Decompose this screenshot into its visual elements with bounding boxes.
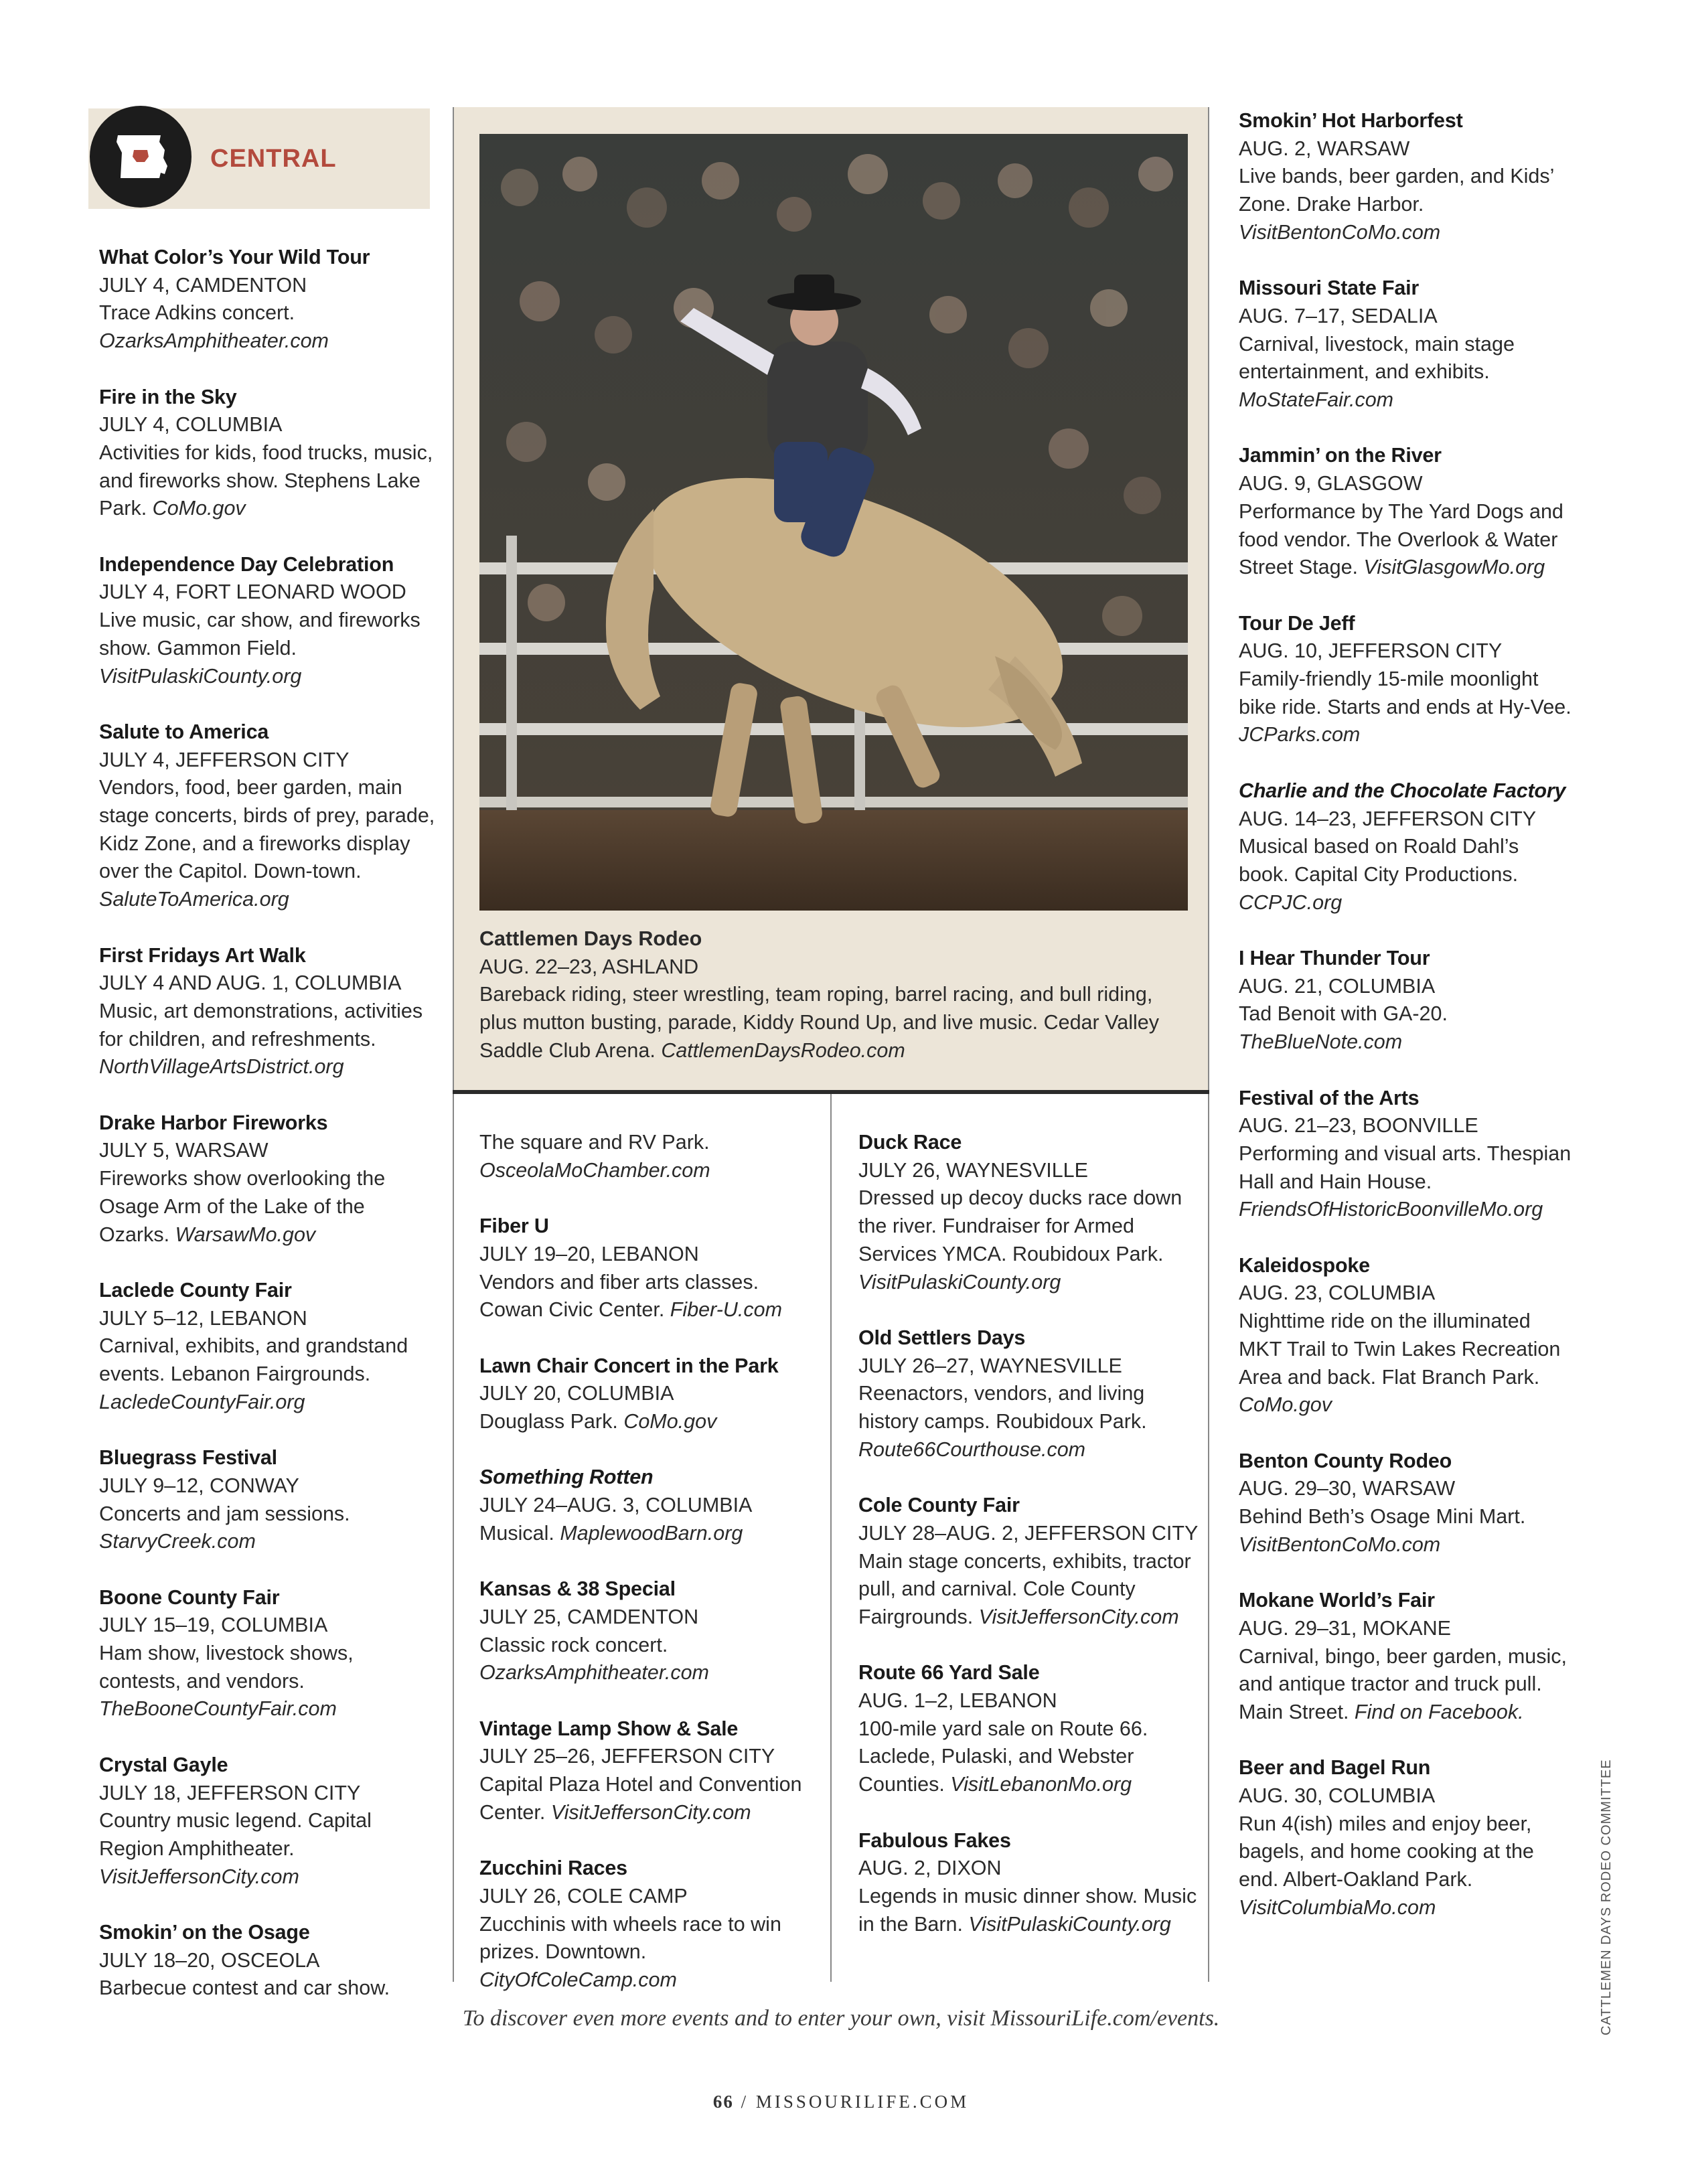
event-item — [99, 1277, 437, 1417]
rodeo-photo — [479, 134, 1188, 911]
event-website-link[interactable]: VisitBentonCoMo.com — [1239, 1533, 1441, 1556]
event-date: AUG. 29–30, WARSAW — [1239, 1477, 1456, 1500]
event-date: JULY 26–27, WAYNESVILLE — [858, 1354, 1122, 1377]
event-item — [479, 1213, 821, 1324]
event-title: Something Rotten — [479, 1466, 654, 1489]
events-column-1 — [99, 244, 437, 2031]
event-details — [1239, 833, 1574, 917]
event-title: Independence Day Celebration — [99, 552, 394, 576]
event-details — [858, 1184, 1200, 1296]
event-website-link[interactable]: CCPJC.org — [1239, 890, 1343, 914]
event-website-link[interactable]: CoMo.gov — [623, 1410, 717, 1433]
event-item — [858, 1659, 1200, 1799]
event-description: Vendors and fiber arts classes. Cowan Civic Center. — [479, 1270, 759, 1322]
event-website-link[interactable]: CoMo.gov — [1239, 1393, 1332, 1417]
caption-desc: Bareback riding, steer wrestling, team roping, barrel racing, and bull riding, plus mutton busting, parade, Kiddy Round Up, and live music. Cedar Valley Saddle Club Arena. — [479, 983, 1159, 1062]
column-divider — [830, 1091, 832, 1982]
event-website-link[interactable]: LacledeCountyFair.org — [99, 1390, 305, 1413]
event-details — [99, 774, 437, 914]
event-item — [858, 1324, 1200, 1464]
event-title: Smokin’ Hot Harborfest — [1239, 109, 1463, 132]
event-date: AUG. 29–31, MOKANE — [1239, 1616, 1451, 1640]
event-description: The square and RV Park. — [479, 1131, 710, 1154]
event-description: Capital Plaza Hotel and Convention Center. — [479, 1773, 802, 1824]
event-website-link[interactable]: VisitPulaskiCounty.org — [858, 1270, 1061, 1294]
event-item — [1239, 442, 1574, 582]
event-item — [858, 1129, 1200, 1296]
event-website-link[interactable]: CityOfColeCamp.com — [479, 1968, 677, 1991]
photo-caption — [479, 925, 1189, 1065]
missouri-map-icon — [90, 106, 192, 208]
event-item — [1239, 1587, 1574, 1727]
event-description: Fireworks show overlooking the Osage Arm of the Lake of the Ozarks. — [99, 1167, 386, 1246]
event-description: Reenactors, vendors, and living history camps. Roubidoux Park. — [858, 1382, 1147, 1433]
event-details — [858, 1883, 1200, 1938]
event-date: JULY 4 AND AUG. 1, COLUMBIA — [99, 971, 402, 995]
event-date: JULY 18, JEFFERSON CITY — [99, 1781, 361, 1804]
event-website-link[interactable]: VisitPulaskiCounty.org — [968, 1912, 1171, 1936]
event-website-link[interactable]: TheBlueNote.com — [1239, 1030, 1403, 1054]
event-description: Carnival, bingo, beer garden, music, and antique tractor and truck pull. Main Street. — [1239, 1644, 1567, 1723]
event-details — [99, 1974, 437, 2003]
event-date: JULY 5, WARSAW — [99, 1139, 269, 1162]
region-header — [88, 108, 430, 209]
event-item — [99, 1109, 437, 1249]
event-continued — [479, 1129, 821, 1184]
event-date: AUG. 30, COLUMBIA — [1239, 1784, 1436, 1808]
event-date: JULY 19–20, LEBANON — [479, 1242, 699, 1265]
event-details — [479, 1408, 821, 1436]
event-description: Family-friendly 15-mile moonlight bike ride. Starts and ends at Hy-Vee. — [1239, 668, 1572, 718]
event-item — [1239, 1754, 1574, 1922]
event-date: JULY 28–AUG. 2, JEFFERSON CITY — [858, 1521, 1199, 1545]
column-divider — [1208, 107, 1209, 1982]
event-website-link[interactable]: VisitColumbiaMo.com — [1239, 1895, 1436, 1919]
event-details — [479, 1632, 821, 1687]
event-item — [99, 1584, 437, 1724]
event-item — [99, 244, 437, 356]
event-date: JULY 25–26, JEFFERSON CITY — [479, 1745, 775, 1768]
event-details — [858, 1380, 1200, 1464]
event-item — [1239, 1448, 1574, 1559]
event-details — [1239, 1503, 1574, 1559]
event-date: AUG. 2, WARSAW — [1239, 137, 1410, 160]
panel-bottom-rule — [453, 1090, 1209, 1094]
event-details — [99, 439, 437, 523]
event-description: Carnival, exhibits, and grandstand events. Lebanon Fairgrounds. — [99, 1334, 408, 1386]
events-column-4 — [1239, 107, 1574, 1950]
caption-date: AUG. 22–23, ASHLAND — [479, 955, 699, 978]
event-website-link[interactable]: VisitGlasgowMo.org — [1363, 556, 1545, 579]
event-description: Main stage concerts, exhibits, tractor pull, and carnival. Cole County Fairgrounds. — [858, 1549, 1191, 1628]
event-details — [1239, 1308, 1574, 1419]
event-description: Musical. — [479, 1521, 554, 1545]
event-details — [1239, 1140, 1574, 1224]
event-date: AUG. 7–17, SEDALIA — [1239, 304, 1438, 327]
photo-credit: CATTLEMEN DAYS RODEO COMMITTEE — [1599, 1759, 1614, 2035]
event-item — [1239, 777, 1574, 917]
event-description: Concerts and jam sessions. — [99, 1502, 350, 1525]
event-details — [1239, 1643, 1574, 1727]
page-site: / MISSOURILIFE.COM — [741, 2092, 970, 2112]
events-column-2 — [479, 1129, 821, 2022]
event-title: Old Settlers Days — [858, 1326, 1026, 1349]
event-item — [1239, 107, 1574, 247]
event-title: Smokin’ on the Osage — [99, 1921, 310, 1944]
event-item — [858, 1827, 1200, 1939]
event-date: AUG. 9, GLASGOW — [1239, 472, 1423, 495]
event-title: Salute to America — [99, 720, 269, 743]
event-description: Nighttime ride on the illuminated MKT Trail to Twin Lakes Recreation Area and back. Flat Branch Park. — [1239, 1310, 1561, 1389]
event-website-link[interactable]: VisitPulaskiCounty.org — [99, 664, 302, 688]
event-website-link[interactable]: WarsawMo.gov — [175, 1223, 316, 1246]
event-details — [99, 607, 437, 690]
event-details — [99, 1165, 437, 1249]
event-title: Beer and Bagel Run — [1239, 1756, 1431, 1780]
event-website-link[interactable]: JCParks.com — [1239, 723, 1361, 747]
event-description: Trace Adkins concert. — [99, 301, 295, 325]
event-title: Missouri State Fair — [1239, 277, 1420, 300]
event-title: Bluegrass Festival — [99, 1446, 277, 1470]
event-website-link[interactable]: MoStateFair.com — [1239, 388, 1394, 412]
event-description: Performing and visual arts. Thespian Hall and Hain House. — [1239, 1142, 1572, 1193]
event-title: Tour De Jeff — [1239, 611, 1355, 635]
event-website-link[interactable]: SaluteToAmerica.org — [99, 888, 289, 911]
event-details — [1239, 163, 1574, 246]
event-date: JULY 4, FORT LEONARD WOOD — [99, 580, 406, 604]
page-number: 66 — [712, 2092, 734, 2112]
event-item — [99, 1919, 437, 2003]
event-title: Charlie and the Chocolate Factory — [1239, 779, 1566, 802]
event-website-link[interactable]: VisitBentonCoMo.com — [1239, 220, 1441, 244]
event-website-link[interactable]: OzarksAmphitheater.com — [99, 329, 329, 353]
event-description: Run 4(ish) miles and enjoy beer, bagels, and home cooking at the end. Albert-Oakland Park. — [1239, 1812, 1534, 1891]
event-details — [1239, 666, 1574, 749]
event-date: JULY 9–12, CONWAY — [99, 1474, 299, 1497]
event-title: Benton County Rodeo — [1239, 1449, 1452, 1472]
event-title: Vintage Lamp Show & Sale — [479, 1717, 739, 1740]
caption-website-link[interactable]: CattlemenDaysRodeo.com — [661, 1038, 905, 1062]
event-title: Boone County Fair — [99, 1585, 280, 1609]
event-title: Zucchini Races — [479, 1857, 627, 1880]
event-date: AUG. 10, JEFFERSON CITY — [1239, 639, 1503, 663]
event-item — [1239, 610, 1574, 750]
event-description: Carnival, livestock, main stage entertainment, and exhibits. — [1239, 332, 1515, 384]
event-website-link[interactable]: FriendsOfHistoricBoonvilleMo.org — [1239, 1198, 1543, 1221]
event-date: AUG. 1–2, LEBANON — [858, 1689, 1057, 1713]
event-details — [1239, 1810, 1574, 1922]
event-website-link[interactable]: VisitJeffersonCity.com — [978, 1605, 1179, 1628]
event-title: Fabulous Fakes — [858, 1828, 1011, 1852]
event-details — [479, 1520, 821, 1548]
event-details — [858, 1548, 1200, 1632]
event-description: Activities for kids, food trucks, music, and fireworks show. Stephens Lake Park. — [99, 441, 433, 520]
event-title: Kansas & 38 Special — [479, 1577, 676, 1601]
event-item — [99, 1444, 437, 1556]
event-description: Legends in music dinner show. Music in the Barn. — [858, 1884, 1197, 1936]
event-website-link[interactable]: OzarksAmphitheater.com — [479, 1661, 709, 1685]
event-item — [479, 1575, 821, 1687]
event-date: JULY 4, COLUMBIA — [99, 413, 283, 437]
event-description: Live music, car show, and fireworks show. Gammon Field. — [99, 609, 420, 659]
event-website-link[interactable]: VisitJeffersonCity.com — [550, 1800, 751, 1824]
event-item — [479, 1352, 821, 1436]
caption-title: Cattlemen Days Rodeo — [479, 927, 702, 950]
event-details — [479, 1771, 821, 1826]
event-description: Musical based on Roald Dahl’s book. Capital City Productions. — [1239, 835, 1519, 886]
event-description: Vendors, food, beer garden, main stage concerts, birds of prey, parade, Kidz Zone, and a fireworks display over the Capitol. Down-town. — [99, 776, 435, 883]
event-details — [99, 1807, 437, 1891]
event-item — [858, 1492, 1200, 1632]
event-details — [1239, 498, 1574, 582]
event-details — [99, 1500, 437, 1556]
event-title: Kaleidospoke — [1239, 1253, 1370, 1277]
event-title: What Color’s Your Wild Tour — [99, 246, 370, 268]
event-item — [99, 1751, 437, 1891]
event-description: Zucchinis with wheels race to win prizes. Downtown. — [479, 1912, 781, 1964]
event-website-link[interactable]: Route66Courthouse.com — [858, 1437, 1086, 1461]
event-title: Mokane World’s Fair — [1239, 1589, 1435, 1612]
region-label: CENTRAL — [210, 145, 337, 173]
event-website-link[interactable]: Fiber-U.com — [670, 1298, 783, 1322]
event-title: I Hear Thunder Tour — [1239, 947, 1430, 970]
event-description: Classic rock concert. — [479, 1633, 668, 1656]
event-title: Jammin’ on the River — [1239, 444, 1442, 467]
event-item — [99, 718, 437, 914]
event-title: Festival of the Arts — [1239, 1086, 1420, 1109]
event-website-link[interactable]: VisitLebanonMo.org — [950, 1773, 1132, 1796]
event-date: JULY 4, JEFFERSON CITY — [99, 748, 350, 771]
event-date: JULY 20, COLUMBIA — [479, 1382, 674, 1405]
event-website-link[interactable]: StarvyCreek.com — [99, 1530, 256, 1553]
event-date: JULY 25, CAMDENTON — [479, 1605, 699, 1628]
event-description: Country music legend. Capital Region Amphitheater. — [99, 1809, 372, 1860]
event-item — [1239, 945, 1574, 1057]
event-details — [479, 1911, 821, 1995]
event-details — [99, 1332, 437, 1416]
event-description: Douglass Park. — [479, 1410, 618, 1433]
event-details — [99, 299, 437, 355]
event-item — [99, 384, 437, 524]
event-website-link[interactable]: Find on Facebook. — [1354, 1700, 1524, 1723]
event-item — [1239, 275, 1574, 414]
event-details — [858, 1715, 1200, 1799]
event-title: Fire in the Sky — [99, 385, 237, 408]
event-details — [479, 1269, 821, 1324]
events-column-3 — [858, 1129, 1200, 1966]
event-date: AUG. 14–23, JEFFERSON CITY — [1239, 807, 1537, 830]
event-details — [99, 998, 437, 1081]
event-item — [1239, 1252, 1574, 1419]
event-date: JULY 26, COLE CAMP — [479, 1884, 688, 1907]
event-item — [479, 1464, 821, 1547]
event-date: AUG. 2, DIXON — [858, 1857, 1002, 1880]
event-title: Duck Race — [858, 1131, 962, 1154]
event-date: JULY 26, WAYNESVILLE — [858, 1158, 1088, 1182]
event-item — [479, 1715, 821, 1827]
event-description: Ham show, livestock shows, contests, and vendors. — [99, 1642, 354, 1693]
event-item — [99, 942, 437, 1082]
event-website-link[interactable]: OsceolaMoChamber.com — [479, 1158, 710, 1182]
event-description: Dressed up decoy ducks race down the river. Fundraiser for Armed Services YMCA. Roubidoux Park. — [858, 1186, 1182, 1265]
event-date: JULY 18–20, OSCEOLA — [99, 1948, 320, 1972]
event-date: AUG. 21, COLUMBIA — [1239, 974, 1436, 998]
event-title: Crystal Gayle — [99, 1753, 228, 1776]
event-details — [1239, 1000, 1574, 1056]
event-title: Lawn Chair Concert in the Park — [479, 1354, 779, 1377]
event-description: Performance by The Yard Dogs and food vendor. The Overlook & Water Street Stage. — [1239, 499, 1563, 579]
event-description: Live bands, beer garden, and Kids’ Zone. Drake Harbor. — [1239, 165, 1554, 216]
event-date: JULY 24–AUG. 3, COLUMBIA — [479, 1494, 753, 1517]
event-item — [479, 1855, 821, 1995]
event-date: JULY 4, CAMDENTON — [99, 273, 307, 297]
event-website-link[interactable]: CoMo.gov — [152, 497, 246, 520]
event-title: First Fridays Art Walk — [99, 943, 306, 967]
event-date: AUG. 21–23, BOONVILLE — [1239, 1114, 1478, 1138]
feature-photo-panel — [454, 107, 1208, 1091]
event-description: Music, art demonstrations, activities for children, and refreshments. — [99, 999, 423, 1050]
event-description: Barbecue contest and car show. — [99, 1976, 390, 2000]
event-title: Drake Harbor Fireworks — [99, 1111, 328, 1134]
event-description: Behind Beth’s Osage Mini Mart. — [1239, 1505, 1526, 1529]
event-title: Route 66 Yard Sale — [858, 1661, 1040, 1685]
event-item — [99, 551, 437, 691]
event-website-link[interactable]: VisitJeffersonCity.com — [99, 1865, 299, 1888]
event-details — [99, 1640, 437, 1723]
event-description: Tad Benoit with GA-20. — [1239, 1002, 1448, 1026]
footer-note: To discover even more events and to enter your own, visit MissouriLife.com/events. — [462, 2006, 1220, 2031]
event-website-link[interactable]: NorthVillageArtsDistrict.org — [99, 1055, 344, 1079]
event-details — [1239, 331, 1574, 414]
event-title: Fiber U — [479, 1215, 549, 1238]
page-footer — [0, 2092, 1682, 2112]
event-title: Laclede County Fair — [99, 1278, 292, 1302]
event-item — [1239, 1085, 1574, 1225]
event-website-link[interactable]: TheBooneCountyFair.com — [99, 1697, 337, 1721]
events-list — [479, 1213, 821, 1995]
event-description: 100-mile yard sale on Route 66. Laclede, Pulaski, and Webster Counties. — [858, 1717, 1148, 1796]
event-website-link[interactable]: MaplewoodBarn.org — [560, 1521, 743, 1545]
event-date: JULY 5–12, LEBANON — [99, 1306, 307, 1330]
event-date: AUG. 23, COLUMBIA — [1239, 1281, 1436, 1305]
event-title: Cole County Fair — [858, 1494, 1020, 1517]
event-date: JULY 15–19, COLUMBIA — [99, 1614, 328, 1637]
